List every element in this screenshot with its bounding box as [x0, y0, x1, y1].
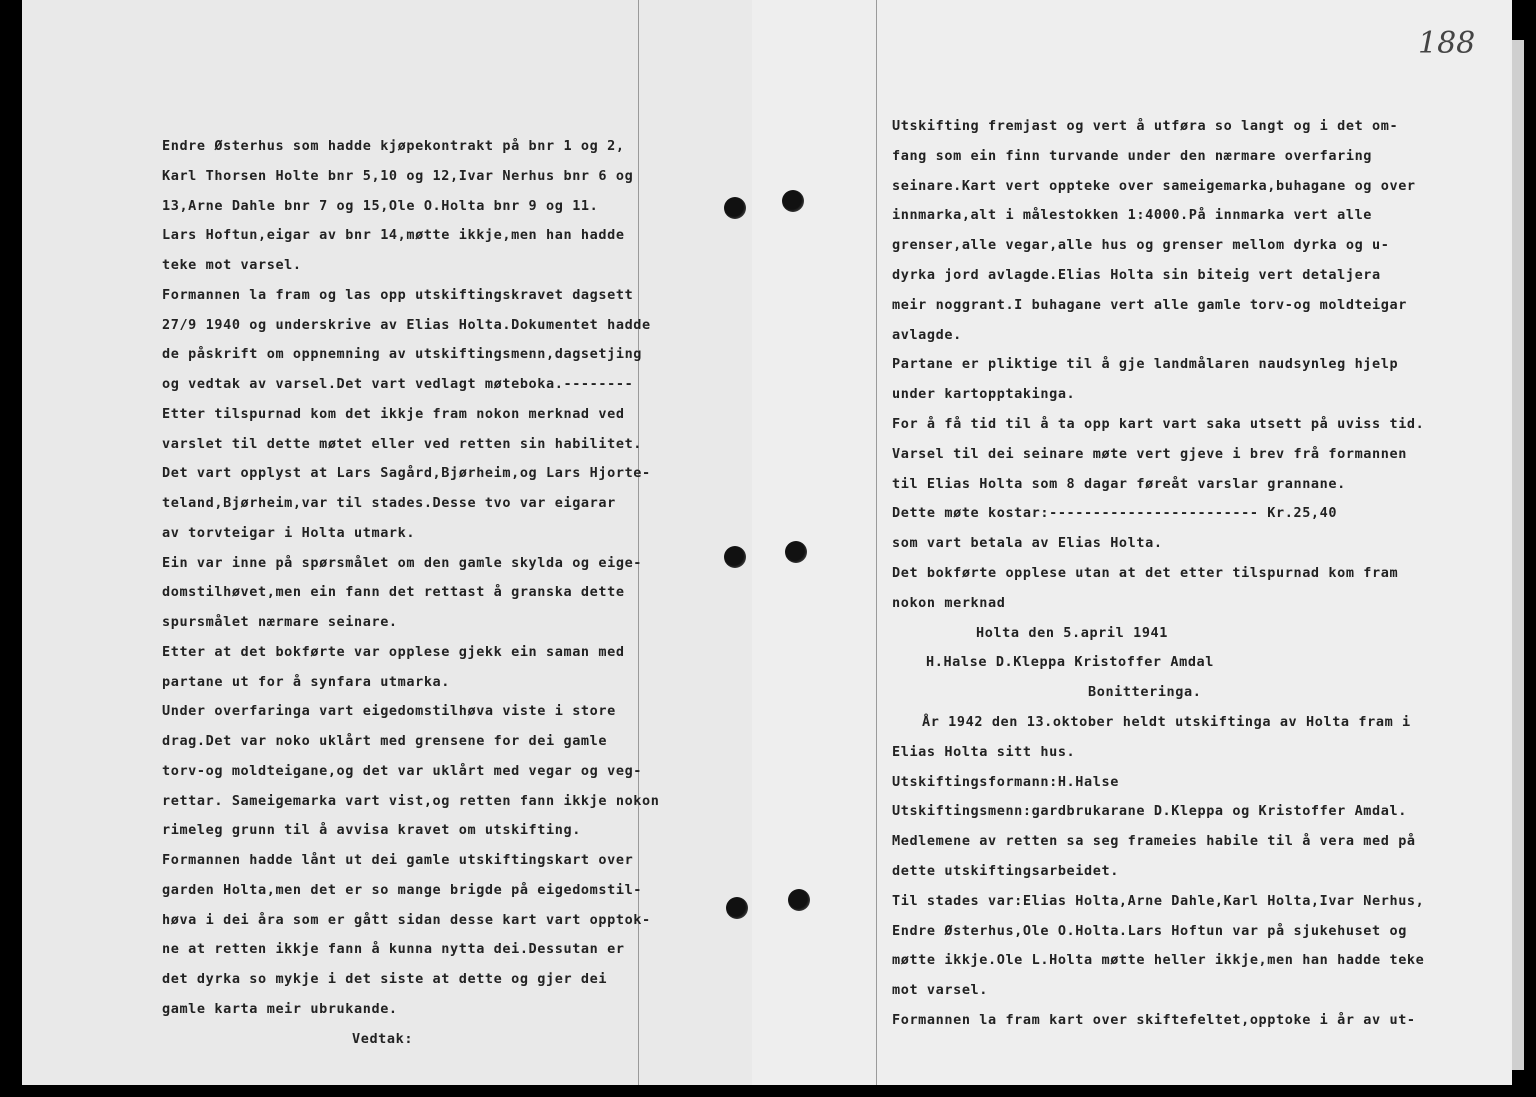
text-line: nokon merknad	[892, 594, 1006, 611]
text-line: garden Holta,men det er so mange brigde på eigedomstil-	[162, 881, 643, 898]
text-line: fang som ein finn turvande under den nærmare overfaring	[892, 147, 1373, 164]
text-line: Partane er pliktige til å gje landmålaren naudsynleg hjelp	[892, 356, 1399, 373]
text-line: Etter tilspurnad kom det ikkje fram nokon merknad ved	[162, 405, 625, 422]
text-line: 27/9 1940 og underskrive av Elias Holta.Dokumentet hadde	[162, 316, 651, 333]
text-line: torv-og moldteigane,og det var uklårt med vegar og veg-	[162, 762, 643, 779]
text-line: avlagde.	[892, 326, 962, 343]
text-line: til Elias Holta som 8 dagar føreåt varslar grannane.	[892, 475, 1346, 492]
text-line: meir noggrant.I buhagane vert alle gamle torv-og moldteigar	[892, 296, 1407, 313]
text-line: Ein var inne på spørsmålet om den gamle skylda og eige-	[162, 554, 643, 571]
text-line: seinare.Kart vert oppteke over sameigemarka,buhagane og over	[892, 177, 1416, 194]
right-page-margin-line	[876, 0, 877, 1085]
text-line: teland,Bjørheim,var til stades.Desse tvo var eigarar	[162, 495, 616, 511]
text-line: ne at retten ikkje fann å kunna nytta dei.Dessutan er	[162, 941, 625, 958]
text-line: Karl Thorsen Holte bnr 5,10 og 12,Ivar Nerhus bnr 6 og	[162, 167, 634, 184]
text-line: Utskiftingsformann:H.Halse	[892, 773, 1119, 790]
binder-hole	[724, 197, 746, 219]
text-line: Utskifting fremjast og vert å utføra so langt og i det om-	[892, 118, 1399, 134]
page-number: 188	[1418, 26, 1476, 61]
text-line: det dyrka so mykje i det siste at dette og gjer dei	[162, 971, 608, 987]
text-line: Etter at det bokførte var opplese gjekk ein saman med	[162, 643, 625, 660]
text-line: gamle karta meir ubrukande.	[162, 1000, 398, 1017]
text-line: Formannen la fram og las opp utskiftingskravet dagsett	[162, 286, 634, 303]
text-line: H.Halse D.Kleppa Kristoffer Amdal	[926, 654, 1215, 671]
text-line: varslet til dette møtet eller ved retten sin habilitet.	[162, 435, 643, 452]
text-line: Endre Østerhus som hadde kjøpekontrakt på bnr 1 og 2,	[162, 138, 625, 154]
text-line: Under overfaringa vart eigedomstilhøva viste i store	[162, 703, 616, 720]
text-line: Bonitteringa.	[1088, 684, 1202, 701]
text-line: Varsel til dei seinare møte vert gjeve i brev frå formannen	[892, 445, 1407, 462]
text-line: Formannen la fram kart over skiftefeltet,opptoke i år av ut-	[892, 1012, 1416, 1028]
text-line: 13,Arne Dahle bnr 7 og 15,Ole O.Holta bnr 9 og 11.	[162, 197, 599, 214]
left-page	[22, 0, 770, 1085]
text-line: Endre Østerhus,Ole O.Holta.Lars Hoftun var på sjukehuset og	[892, 922, 1407, 939]
text-line: av torvteigar i Holta utmark.	[162, 524, 416, 541]
text-line: Til stades var:Elias Holta,Arne Dahle,Karl Holta,Ivar Nerhus,	[892, 892, 1425, 909]
binder-hole	[726, 897, 748, 919]
text-line: møtte ikkje.Ole L.Holta møtte heller ikkje,men han hadde teke	[892, 952, 1425, 969]
text-line: teke mot varsel.	[162, 257, 302, 273]
text-line: domstilhøvet,men ein fann det rettast å granska dette	[162, 584, 625, 601]
text-line: innmarka,alt i målestokken 1:4000.På innmarka vert alle	[892, 207, 1373, 224]
text-line: og vedtak av varsel.Det vart vedlagt møteboka.--------	[162, 376, 634, 392]
text-line: År 1942 den 13.oktober heldt utskiftinga av Holta fram i	[922, 714, 1411, 730]
text-line: dette utskiftingsarbeidet.	[892, 863, 1119, 879]
text-line: rettar. Sameigemarka vart vist,og retten fann ikkje nokon	[162, 792, 660, 809]
binder-hole	[782, 190, 804, 212]
text-line: mot varsel.	[892, 982, 989, 999]
text-line: Dette møte kostar:------------------------ Kr.25,40	[892, 505, 1338, 522]
text-line: grenser,alle vegar,alle hus og grenser mellom dyrka og u-	[892, 237, 1390, 254]
text-line: Elias Holta sitt hus.	[892, 743, 1076, 760]
text-line: spursmålet nærmare seinare.	[162, 614, 398, 630]
text-line: de påskrift om oppnemning av utskiftingsmenn,dagsetjing	[162, 346, 643, 363]
text-line: Det bokførte opplese utan at det etter tilspurnad kom fram	[892, 565, 1399, 581]
text-line: Lars Hoftun,eigar av bnr 14,møtte ikkje,men han hadde	[162, 227, 625, 244]
text-line: høva i dei åra som er gått sidan desse kart vart opptok-	[162, 911, 651, 928]
right-page-edge	[1510, 40, 1524, 1070]
text-line: Holta den 5.april 1941	[976, 624, 1169, 641]
text-line: under kartopptakinga.	[892, 386, 1076, 403]
text-line: Medlemene av retten sa seg frameies habile til å vera med på	[892, 833, 1416, 850]
binder-hole	[724, 546, 746, 568]
text-line: Det vart opplyst at Lars Sagård,Bjørheim,og Lars Hjorte-	[162, 465, 651, 482]
text-line: Vedtak:	[352, 1030, 414, 1047]
text-line: Utskiftingsmenn:gardbrukarane D.Kleppa og Kristoffer Amdal.	[892, 803, 1407, 820]
binder-hole	[785, 541, 807, 563]
text-line: som vart betala av Elias Holta.	[892, 535, 1163, 552]
text-line: For å få tid til å ta opp kart vart saka utsett på uviss tid.	[892, 416, 1425, 432]
binder-hole	[788, 889, 810, 911]
text-line: rimeleg grunn til å avvisa kravet om utskifting.	[162, 822, 581, 839]
text-line: partane ut for å synfara utmarka.	[162, 673, 451, 690]
text-line: Formannen hadde lånt ut dei gamle utskiftingskart over	[162, 852, 634, 868]
text-line: drag.Det var noko uklårt med grensene for dei gamle	[162, 733, 608, 749]
text-line: dyrka jord avlagde.Elias Holta sin biteig vert detaljera	[892, 267, 1381, 283]
right-page	[752, 0, 1512, 1085]
